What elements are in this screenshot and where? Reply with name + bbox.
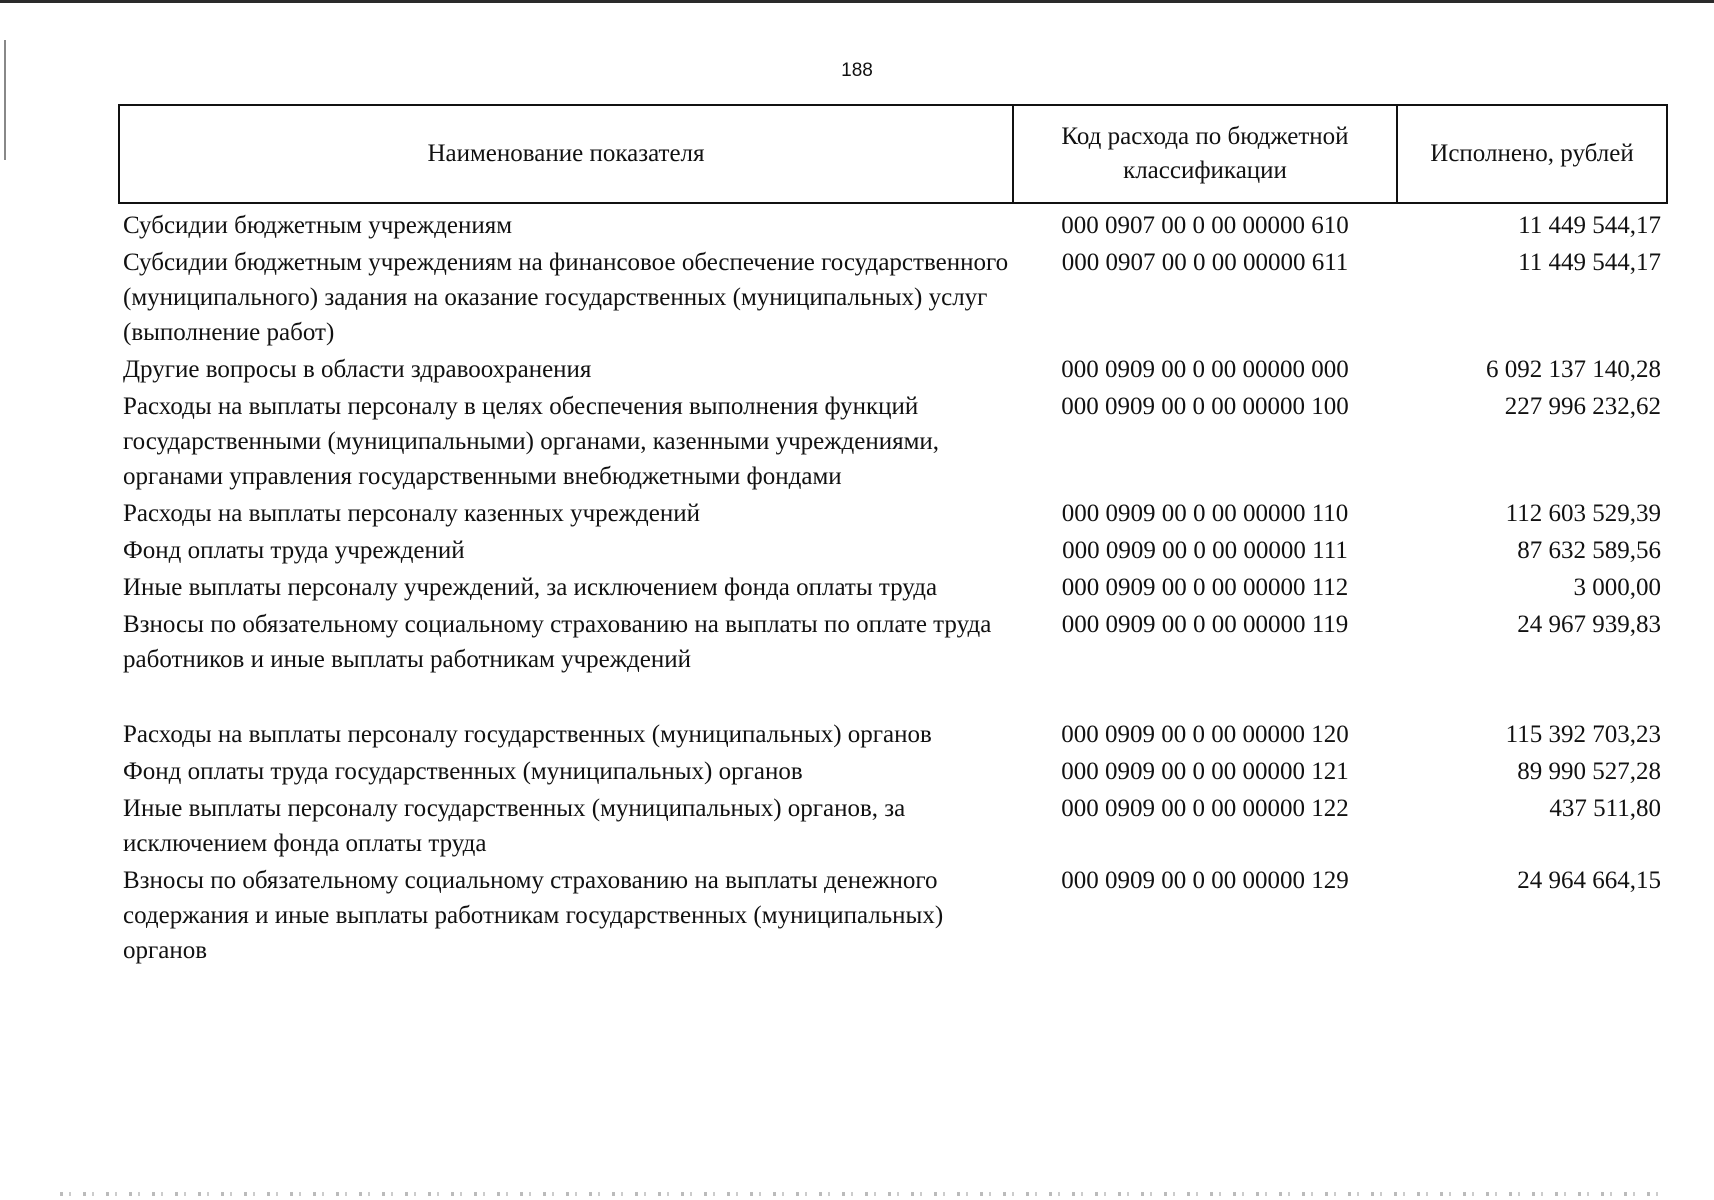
row-name: Фонд оплаты труда учреждений bbox=[123, 537, 465, 564]
row-code: 000 0909 00 0 00 00000 111 bbox=[1062, 537, 1348, 564]
table-row bbox=[119, 352, 1667, 389]
row-code: 000 0909 00 0 00 00000 000 bbox=[1061, 356, 1349, 383]
row-amount: 24 964 664,15 bbox=[1517, 867, 1661, 894]
row-amount: 11 449 544,17 bbox=[1518, 249, 1661, 276]
row-amount: 3 000,00 bbox=[1573, 574, 1661, 601]
expenditure-table bbox=[118, 104, 1668, 970]
header-code: Код расхода по бюджетной классификации bbox=[1013, 105, 1397, 203]
row-name: Субсидии бюджетным учреждениям bbox=[123, 212, 513, 239]
row-name: Взносы по обязательному социальному страхованию на выплаты денежного содержания и иные выплаты работникам государственных (муниципальных) органов bbox=[123, 867, 944, 964]
row-code: 000 0909 00 0 00 00000 122 bbox=[1061, 795, 1349, 822]
scan-edge-top bbox=[0, 0, 1714, 3]
table-row bbox=[119, 203, 1667, 245]
row-amount: 6 092 137 140,28 bbox=[1486, 356, 1661, 383]
row-code: 000 0909 00 0 00 00000 129 bbox=[1061, 867, 1349, 894]
row-code: 000 0907 00 0 00 00000 611 bbox=[1061, 249, 1349, 276]
row-code: 000 0907 00 0 00 00000 610 bbox=[1061, 212, 1349, 239]
table-row bbox=[119, 607, 1667, 717]
row-amount: 227 996 232,62 bbox=[1504, 393, 1661, 420]
row-name: Иные выплаты персоналу учреждений, за исключением фонда оплаты труда bbox=[123, 574, 938, 601]
row-name: Расходы на выплаты персоналу в целях обеспечения выполнения функций государственными (муниципальными) органами, казенными учреждениями, органами управления государственными внебюджетными фондами bbox=[123, 393, 940, 490]
row-amount: 112 603 529,39 bbox=[1505, 500, 1661, 527]
row-name: Другие вопросы в области здравоохранения bbox=[123, 356, 592, 383]
table-row bbox=[119, 754, 1667, 791]
scan-edge-left bbox=[4, 40, 6, 160]
row-code: 000 0909 00 0 00 00000 120 bbox=[1061, 721, 1349, 748]
header-name: Наименование показателя bbox=[119, 105, 1013, 203]
table-row bbox=[119, 570, 1667, 607]
table-row bbox=[119, 717, 1667, 754]
row-code: 000 0909 00 0 00 00000 112 bbox=[1061, 574, 1349, 601]
table-row bbox=[119, 389, 1667, 496]
row-amount: 11 449 544,17 bbox=[1518, 212, 1661, 239]
row-amount: 115 392 703,23 bbox=[1505, 721, 1661, 748]
table-row bbox=[119, 863, 1667, 970]
row-name: Расходы на выплаты персоналу государственных (муниципальных) органов bbox=[123, 721, 932, 748]
table-header-row bbox=[119, 105, 1667, 203]
table-row bbox=[119, 533, 1667, 570]
row-amount: 87 632 589,56 bbox=[1517, 537, 1661, 564]
table-row bbox=[119, 791, 1667, 863]
row-amount: 437 511,80 bbox=[1549, 795, 1661, 822]
row-code: 000 0909 00 0 00 00000 121 bbox=[1061, 758, 1349, 785]
row-name: Иные выплаты персоналу государственных (муниципальных) органов, за исключением фонда оплаты труда bbox=[123, 795, 906, 857]
row-name: Субсидии бюджетным учреждениям на финансовое обеспечение государственного (муниципального) задания на оказание государственных (муниципальных) услуг (выполнение работ) bbox=[123, 249, 1009, 346]
scan-noise-bottom bbox=[60, 1192, 1660, 1196]
row-name: Взносы по обязательному социальному страхованию на выплаты по оплате труда работников и иные выплаты работникам учреждений bbox=[123, 611, 992, 673]
table-row bbox=[119, 245, 1667, 352]
row-code: 000 0909 00 0 00 00000 110 bbox=[1061, 500, 1349, 527]
row-amount: 24 967 939,83 bbox=[1517, 611, 1661, 638]
row-code: 000 0909 00 0 00 00000 100 bbox=[1061, 393, 1349, 420]
row-amount: 89 990 527,28 bbox=[1517, 758, 1661, 785]
header-amount: Исполнено, рублей bbox=[1397, 105, 1667, 203]
row-name: Расходы на выплаты персоналу казенных учреждений bbox=[123, 500, 700, 527]
table-row bbox=[119, 496, 1667, 533]
page-number: 188 bbox=[841, 60, 873, 81]
row-code: 000 0909 00 0 00 00000 119 bbox=[1061, 611, 1349, 638]
row-name: Фонд оплаты труда государственных (муниципальных) органов bbox=[123, 758, 803, 785]
